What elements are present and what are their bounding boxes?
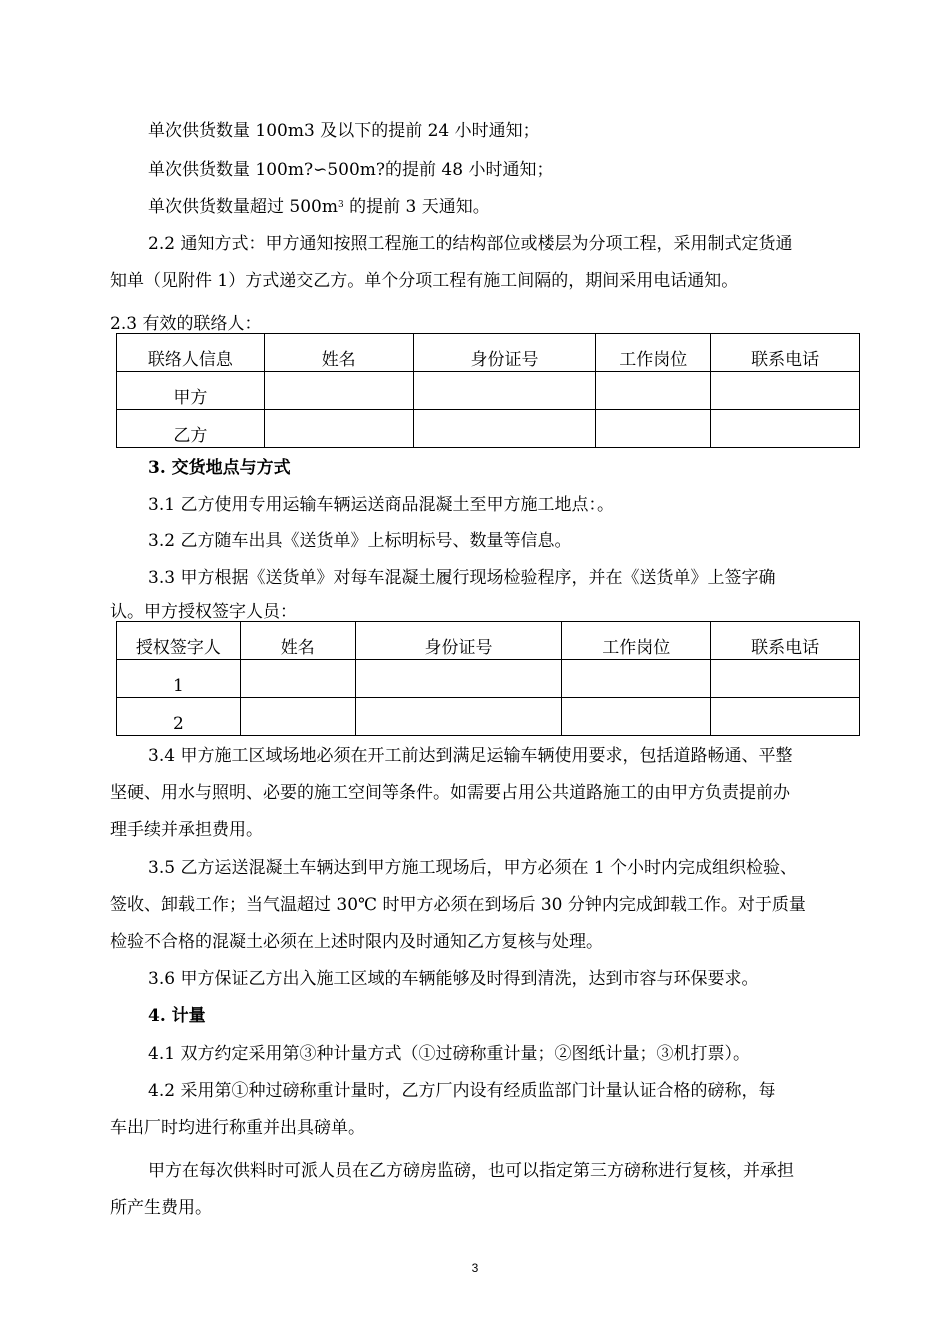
table-cell — [596, 372, 711, 410]
section-4-2-line-1: 4.2 采用第①种过磅称重计量时，乙方厂内设有经质监部门计量认证合格的磅称，每 — [148, 1081, 776, 1101]
table-cell — [562, 660, 711, 698]
section-3-6: 3.6 甲方保证乙方出入施工区域的车辆能够及时得到清洗，达到市容与环保要求。 — [148, 969, 759, 989]
table-row — [117, 660, 860, 698]
header-cell: 姓名 — [264, 334, 413, 372]
section-3-2: 3.2 乙方随车出具《送货单》上标明标号、数量等信息。 — [148, 531, 572, 551]
table-cell — [596, 410, 711, 448]
table-cell — [264, 372, 413, 410]
section-2-2-line-2: 知单（见附件 1）方式递交乙方。单个分项工程有施工间隔的，期间采用电话通知。 — [110, 271, 739, 291]
row-label: 甲方 — [117, 372, 265, 410]
supply-notice-line-3 — [148, 196, 490, 218]
table-cell — [264, 410, 413, 448]
table-cell — [711, 660, 860, 698]
section-2-2-line-1: 2.2 通知方式：甲方通知按照工程施工的结构部位或楼层为分项工程，采用制式定货通 — [148, 234, 793, 254]
table-cell — [355, 698, 562, 736]
authorized-table-header — [117, 622, 860, 660]
header-cell: 工作岗位 — [562, 622, 711, 660]
section-3-5-line-3: 检验不合格的混凝土必须在上述时限内及时通知乙方复核与处理。 — [110, 932, 603, 952]
section-4-heading: 4. 计量 — [148, 1006, 206, 1026]
section-3-4-line-3: 理手续并承担费用。 — [110, 820, 263, 840]
supply-notice-line-3-a: 单次供货数量超过 500m — [148, 197, 338, 217]
table-cell — [240, 698, 355, 736]
supply-notice-line-3-b: 的提前 3 天通知。 — [343, 197, 490, 217]
supply-notice-line-2: 单次供货数量 100m?∽500m?的提前 48 小时通知； — [148, 160, 554, 180]
header-cell: 身份证号 — [413, 334, 596, 372]
header-cell: 联系电话 — [711, 622, 860, 660]
table-cell — [711, 372, 860, 410]
header-cell: 授权签字人 — [117, 622, 241, 660]
row-label: 乙方 — [117, 410, 265, 448]
header-cell: 联系电话 — [711, 334, 860, 372]
header-cell: 身份证号 — [355, 622, 562, 660]
authorized-signer-table — [116, 621, 860, 736]
section-2-3-title: 2.3 有效的联络人： — [110, 314, 262, 334]
table-cell — [413, 410, 596, 448]
closing-paragraph-line-2: 所产生费用。 — [110, 1198, 212, 1218]
supply-notice-line-1: 单次供货数量 100m3 及以下的提前 24 小时通知； — [148, 121, 540, 141]
table-cell — [240, 660, 355, 698]
section-3-5-line-2: 签收、卸载工作；当气温超过 30℃ 时甲方必须在到场后 30 分钟内完成卸载工作。对于质量 — [110, 895, 806, 915]
section-4-2-line-2: 车出厂时均进行称重并出具磅单。 — [110, 1118, 365, 1138]
table-row — [117, 410, 860, 448]
section-3-heading: 3. 交货地点与方式 — [148, 458, 291, 478]
table-cell — [711, 410, 860, 448]
section-3-4-line-2: 坚硬、用水与照明、必要的施工空间等条件。如需要占用公共道路施工的由甲方负责提前办 — [110, 783, 790, 803]
table-cell — [562, 698, 711, 736]
closing-paragraph-line-1: 甲方在每次供料时可派人员在乙方磅房监磅，也可以指定第三方磅称进行复核，并承担 — [148, 1161, 794, 1181]
table-row — [117, 698, 860, 736]
section-3-1: 3.1 乙方使用专用运输车辆运送商品混凝土至甲方施工地点：。 — [148, 495, 614, 515]
section-3-4-line-1: 3.4 甲方施工区域场地必须在开工前达到满足运输车辆使用要求，包括道路畅通、平整 — [148, 746, 793, 766]
header-cell: 姓名 — [240, 622, 355, 660]
supply-notice-superscript: 3 — [337, 200, 344, 210]
contact-table — [116, 333, 860, 448]
table-cell — [711, 698, 860, 736]
table-cell — [413, 372, 596, 410]
table-cell — [355, 660, 562, 698]
header-cell: 联络人信息 — [117, 334, 265, 372]
section-4-1: 4.1 双方约定采用第③种计量方式（①过磅称重计量；②图纸计量；③机打票）。 — [148, 1044, 750, 1064]
row-label: 1 — [117, 660, 241, 698]
section-3-3-line-1: 3.3 甲方根据《送货单》对每车混凝土履行现场检验程序，并在《送货单》上签字确 — [148, 568, 776, 588]
section-3-3-line-2: 认。甲方授权签字人员： — [110, 602, 297, 622]
section-3-5-line-1: 3.5 乙方运送混凝土车辆达到甲方施工现场后，甲方必须在 1 个小时内完成组织检验、 — [148, 858, 798, 878]
contact-table-header — [117, 334, 860, 372]
header-cell: 工作岗位 — [596, 334, 711, 372]
table-row — [117, 372, 860, 410]
page-number: 3 — [471, 1261, 479, 1275]
row-label: 2 — [117, 698, 241, 736]
